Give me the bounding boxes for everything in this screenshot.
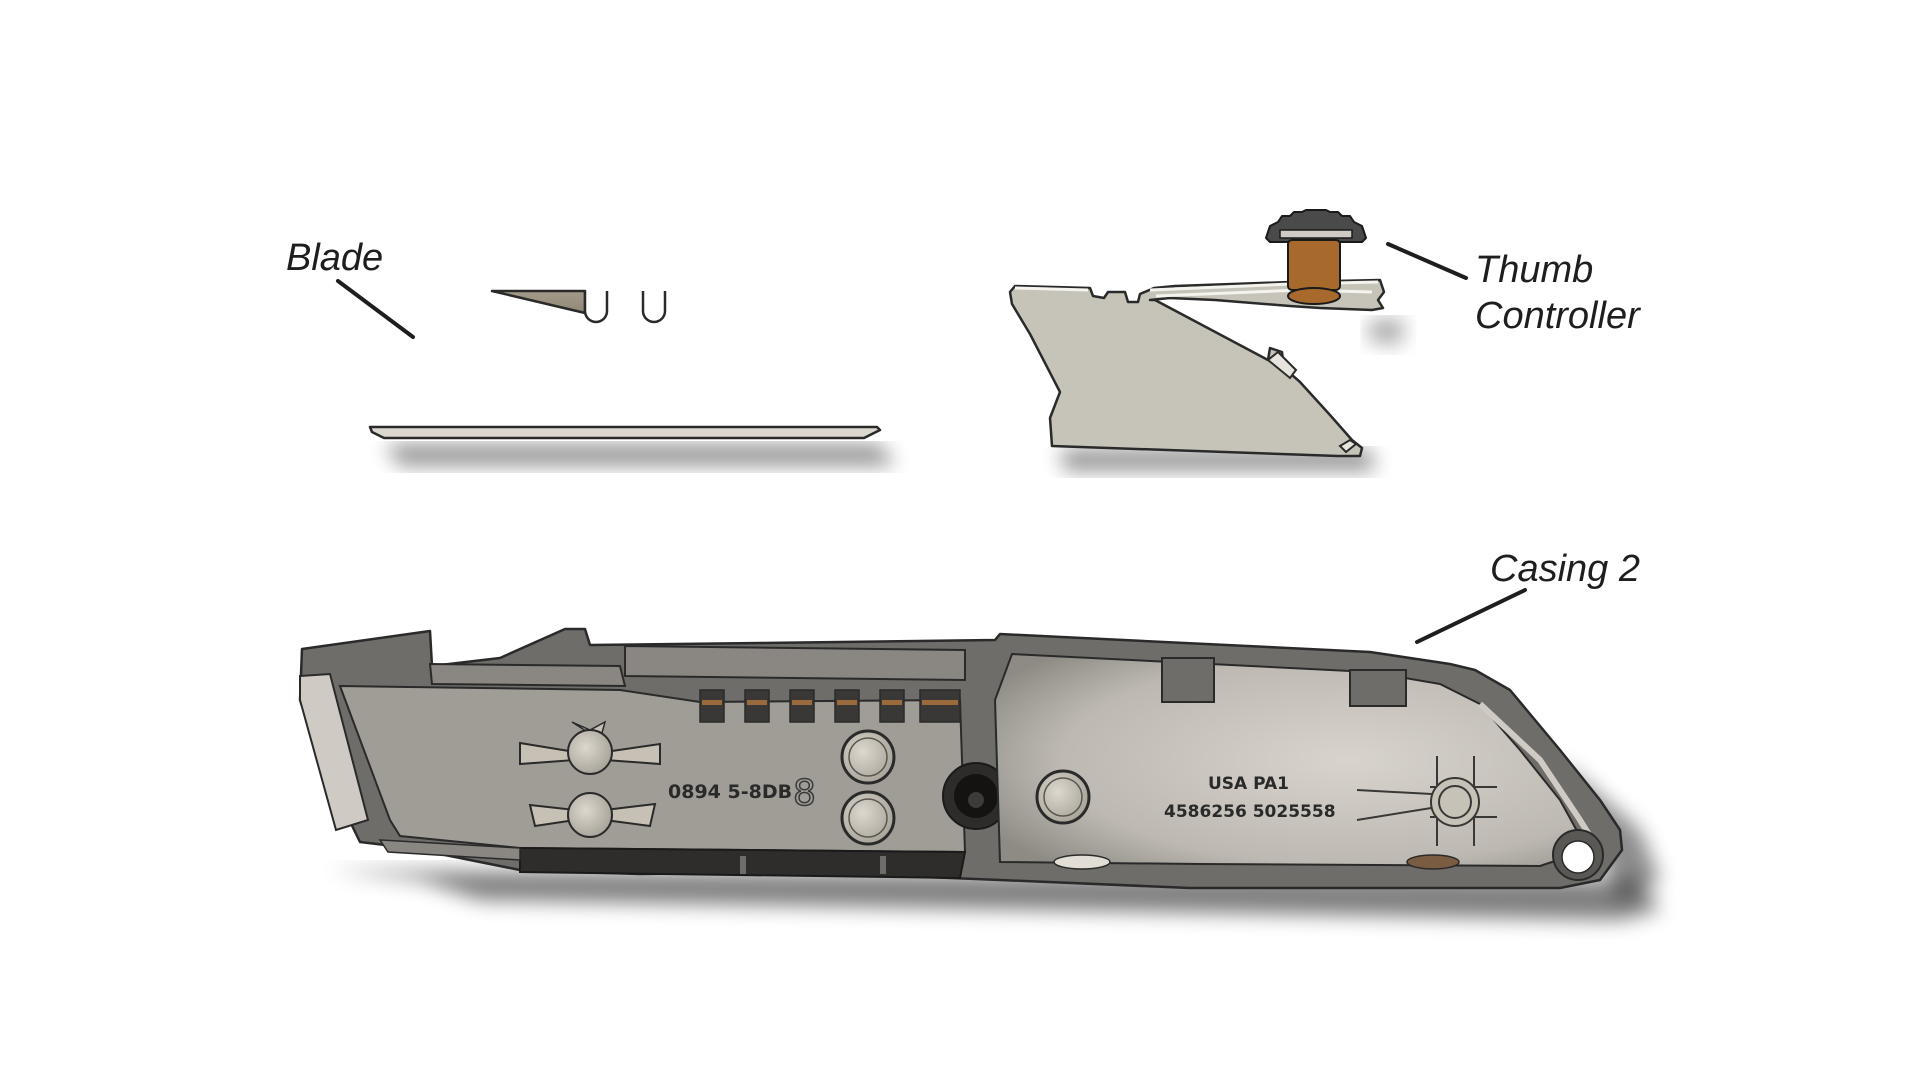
thumb-roller: [1288, 288, 1340, 304]
casing-part: [300, 629, 1660, 920]
blade-label: Blade: [286, 237, 384, 279]
blade-notch-right: [643, 291, 665, 322]
casing-patent-stamp: 4586256 5025558: [1164, 802, 1336, 822]
thumb-stem: [1288, 240, 1340, 290]
casing-bolt-lower: [842, 792, 894, 844]
thumb-controller-label-line2: Controller: [1475, 295, 1640, 337]
blade-carrier-part: [1010, 280, 1405, 470]
blade-part: [370, 291, 895, 465]
carrier-plate: [1010, 280, 1384, 456]
casing-label: Casing 2: [1490, 548, 1640, 590]
casing-bottom-tab-right: [1407, 855, 1459, 869]
casing-digit-stamp: 8: [793, 773, 816, 814]
blade-leader-line: [338, 281, 413, 337]
thumb-controller-leader-line: [1388, 244, 1466, 278]
casing-origin-stamp: USA PA1: [1208, 774, 1290, 794]
blade-face: [492, 291, 585, 313]
thumb-controller-label-line1: Thumb: [1475, 249, 1594, 291]
casing-tab-left: [1162, 658, 1214, 702]
casing-leader-line: [1417, 590, 1525, 642]
blade-cutting-edge: [370, 427, 880, 438]
thumb-plate-light: [1280, 230, 1352, 238]
casing-bolt-rear: [1037, 771, 1089, 823]
blade-notch-left: [585, 291, 607, 322]
casing-bolt-upper: [842, 731, 894, 783]
casing-part-code-stamp: 0894 5-8DB: [668, 781, 793, 803]
casing-tab-right: [1350, 670, 1406, 706]
casing-bottom-tab-left: [1054, 855, 1110, 869]
